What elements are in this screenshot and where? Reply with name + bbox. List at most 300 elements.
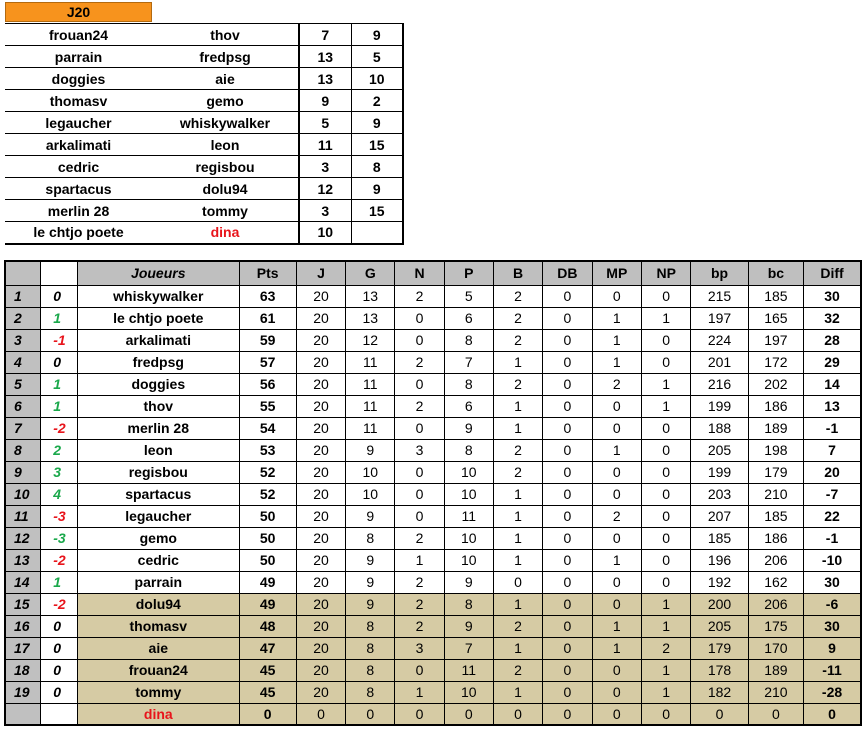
- row-wins: 11: [346, 417, 395, 439]
- row-bonus: 2: [493, 373, 542, 395]
- row-wins: 13: [346, 307, 395, 329]
- row-points: 52: [239, 461, 296, 483]
- row-bonus: 1: [493, 417, 542, 439]
- row-np: 0: [642, 571, 691, 593]
- row-draws: 2: [395, 593, 444, 615]
- row-diff: -1: [804, 527, 861, 549]
- row-rank: 13: [5, 549, 41, 571]
- row-np: 0: [642, 505, 691, 527]
- row-wins: 8: [346, 615, 395, 637]
- row-db: 0: [543, 417, 592, 439]
- row-wins: 11: [346, 395, 395, 417]
- row-bonus: 1: [493, 527, 542, 549]
- match-home-score: 11: [299, 134, 351, 156]
- row-draws: 0: [395, 505, 444, 527]
- standings-header-row: [5, 261, 861, 285]
- header-joueurs: Joueurs: [78, 261, 240, 285]
- row-db: 0: [543, 373, 592, 395]
- row-player-name: legaucher: [78, 505, 240, 527]
- row-losses: 10: [444, 527, 493, 549]
- match-away-player: dina: [152, 222, 299, 244]
- row-bp: 205: [691, 615, 748, 637]
- row-mp: 1: [592, 307, 641, 329]
- row-wins: 11: [346, 351, 395, 373]
- header-b: B: [493, 261, 542, 285]
- row-points: 45: [239, 681, 296, 703]
- match-away-player: fredpsg: [152, 46, 299, 68]
- row-db: 0: [543, 351, 592, 373]
- row-points: 53: [239, 439, 296, 461]
- row-movement: -3: [41, 505, 78, 527]
- row-player-name: dolu94: [78, 593, 240, 615]
- row-points: 63: [239, 285, 296, 307]
- row-db: 0: [543, 681, 592, 703]
- row-bc: 179: [748, 461, 803, 483]
- row-mp: 0: [592, 527, 641, 549]
- row-diff: -6: [804, 593, 861, 615]
- row-db: 0: [543, 395, 592, 417]
- row-bc: 197: [748, 329, 803, 351]
- row-played: 20: [296, 571, 345, 593]
- header-db: DB: [543, 261, 592, 285]
- row-bp: 197: [691, 307, 748, 329]
- row-player-name: spartacus: [78, 483, 240, 505]
- row-draws: 2: [395, 285, 444, 307]
- row-bonus: 2: [493, 329, 542, 351]
- match-away-score: 15: [351, 200, 403, 222]
- match-home-score: 5: [299, 112, 351, 134]
- row-db: 0: [543, 637, 592, 659]
- table-row: [5, 593, 861, 615]
- match-home-score: 13: [299, 46, 351, 68]
- row-wins: 10: [346, 461, 395, 483]
- row-played: 20: [296, 395, 345, 417]
- match-row: [5, 46, 403, 68]
- row-bc: 202: [748, 373, 803, 395]
- row-bp: 192: [691, 571, 748, 593]
- row-rank: 19: [5, 681, 41, 703]
- row-losses: 11: [444, 659, 493, 681]
- row-losses: 9: [444, 615, 493, 637]
- header-pts: Pts: [239, 261, 296, 285]
- row-played: 20: [296, 351, 345, 373]
- row-losses: 7: [444, 637, 493, 659]
- row-db: 0: [543, 483, 592, 505]
- row-np: 1: [642, 593, 691, 615]
- row-bonus: 1: [493, 483, 542, 505]
- row-points: 50: [239, 505, 296, 527]
- row-bc: 185: [748, 285, 803, 307]
- row-mp: 0: [592, 483, 641, 505]
- row-np: 0: [642, 527, 691, 549]
- row-bp: 0: [691, 703, 748, 725]
- row-player-name: cedric: [78, 549, 240, 571]
- match-away-player: tommy: [152, 200, 299, 222]
- row-draws: 2: [395, 571, 444, 593]
- row-mp: 0: [592, 285, 641, 307]
- row-player-name: frouan24: [78, 659, 240, 681]
- row-mp: 0: [592, 417, 641, 439]
- row-losses: 8: [444, 329, 493, 351]
- row-mp: 1: [592, 329, 641, 351]
- row-rank: 11: [5, 505, 41, 527]
- row-points: 47: [239, 637, 296, 659]
- row-movement: 2: [41, 439, 78, 461]
- row-rank: 8: [5, 439, 41, 461]
- row-played: 20: [296, 439, 345, 461]
- match-row: [5, 134, 403, 156]
- match-row: [5, 68, 403, 90]
- row-wins: 9: [346, 571, 395, 593]
- row-mp: 1: [592, 637, 641, 659]
- row-draws: 0: [395, 461, 444, 483]
- row-wins: 12: [346, 329, 395, 351]
- header-bc: bc: [748, 261, 803, 285]
- row-rank: 2: [5, 307, 41, 329]
- row-draws: 1: [395, 549, 444, 571]
- row-db: 0: [543, 549, 592, 571]
- match-away-score: 9: [351, 178, 403, 200]
- match-row: [5, 156, 403, 178]
- row-rank: 1: [5, 285, 41, 307]
- row-movement: [41, 703, 78, 725]
- row-draws: 3: [395, 439, 444, 461]
- row-bonus: 1: [493, 549, 542, 571]
- row-db: 0: [543, 593, 592, 615]
- row-bonus: 1: [493, 637, 542, 659]
- table-row: [5, 483, 861, 505]
- row-diff: -28: [804, 681, 861, 703]
- row-losses: 0: [444, 703, 493, 725]
- row-player-name: le chtjo poete: [78, 307, 240, 329]
- row-played: 20: [296, 549, 345, 571]
- row-bc: 170: [748, 637, 803, 659]
- match-away-score: 8: [351, 156, 403, 178]
- row-points: 50: [239, 549, 296, 571]
- match-home-player: doggies: [5, 68, 152, 90]
- table-row: [5, 329, 861, 351]
- row-draws: 0: [395, 307, 444, 329]
- row-mp: 2: [592, 505, 641, 527]
- row-bp: 179: [691, 637, 748, 659]
- row-mp: 0: [592, 659, 641, 681]
- row-movement: 1: [41, 373, 78, 395]
- row-db: 0: [543, 439, 592, 461]
- row-points: 0: [239, 703, 296, 725]
- row-losses: 10: [444, 483, 493, 505]
- row-diff: 14: [804, 373, 861, 395]
- row-diff: 9: [804, 637, 861, 659]
- row-rank: 10: [5, 483, 41, 505]
- header-move: [41, 261, 78, 285]
- row-np: 1: [642, 395, 691, 417]
- row-bp: 215: [691, 285, 748, 307]
- row-draws: 0: [395, 417, 444, 439]
- row-bc: 162: [748, 571, 803, 593]
- table-row: [5, 373, 861, 395]
- row-draws: 0: [395, 659, 444, 681]
- match-row: [5, 112, 403, 134]
- row-bc: 165: [748, 307, 803, 329]
- row-player-name: doggies: [78, 373, 240, 395]
- row-bp: 224: [691, 329, 748, 351]
- row-wins: 9: [346, 505, 395, 527]
- row-played: 20: [296, 373, 345, 395]
- match-away-score: 5: [351, 46, 403, 68]
- row-draws: 1: [395, 681, 444, 703]
- match-away-player: gemo: [152, 90, 299, 112]
- match-away-player: aie: [152, 68, 299, 90]
- row-points: 49: [239, 571, 296, 593]
- row-bonus: 2: [493, 615, 542, 637]
- match-home-player: cedric: [5, 156, 152, 178]
- table-row: [5, 461, 861, 483]
- match-home-score: 7: [299, 24, 351, 46]
- row-movement: 0: [41, 681, 78, 703]
- table-row: [5, 351, 861, 373]
- row-points: 45: [239, 659, 296, 681]
- row-player-name: aie: [78, 637, 240, 659]
- table-row: [5, 637, 861, 659]
- table-row: [5, 615, 861, 637]
- row-np: 0: [642, 285, 691, 307]
- row-bc: 198: [748, 439, 803, 461]
- row-diff: 13: [804, 395, 861, 417]
- row-draws: 0: [395, 483, 444, 505]
- row-movement: -2: [41, 549, 78, 571]
- row-bp: 205: [691, 439, 748, 461]
- row-movement: -1: [41, 329, 78, 351]
- row-bonus: 2: [493, 461, 542, 483]
- row-played: 20: [296, 505, 345, 527]
- row-bp: 178: [691, 659, 748, 681]
- table-row: [5, 571, 861, 593]
- match-away-score: [351, 222, 403, 244]
- row-rank: 18: [5, 659, 41, 681]
- row-losses: 6: [444, 395, 493, 417]
- header-g: G: [346, 261, 395, 285]
- row-points: 50: [239, 527, 296, 549]
- match-home-player: frouan24: [5, 24, 152, 46]
- match-away-score: 10: [351, 68, 403, 90]
- row-db: 0: [543, 659, 592, 681]
- row-losses: 8: [444, 593, 493, 615]
- row-db: 0: [543, 329, 592, 351]
- row-losses: 10: [444, 461, 493, 483]
- row-movement: 0: [41, 615, 78, 637]
- row-rank: 9: [5, 461, 41, 483]
- row-bp: 196: [691, 549, 748, 571]
- row-mp: 0: [592, 461, 641, 483]
- match-row: [5, 178, 403, 200]
- row-diff: -10: [804, 549, 861, 571]
- match-home-score: 9: [299, 90, 351, 112]
- row-rank: 7: [5, 417, 41, 439]
- match-away-player: whiskywalker: [152, 112, 299, 134]
- row-played: 20: [296, 593, 345, 615]
- row-bonus: 2: [493, 439, 542, 461]
- row-bc: 206: [748, 593, 803, 615]
- row-losses: 7: [444, 351, 493, 373]
- row-draws: 3: [395, 637, 444, 659]
- match-away-score: 15: [351, 134, 403, 156]
- row-bp: 201: [691, 351, 748, 373]
- match-away-score: 9: [351, 24, 403, 46]
- row-diff: 30: [804, 571, 861, 593]
- row-rank: 6: [5, 395, 41, 417]
- row-played: 20: [296, 681, 345, 703]
- row-db: 0: [543, 307, 592, 329]
- row-np: 2: [642, 637, 691, 659]
- row-bp: 207: [691, 505, 748, 527]
- row-diff: 20: [804, 461, 861, 483]
- table-row: [5, 285, 861, 307]
- match-home-player: spartacus: [5, 178, 152, 200]
- row-player-name: tommy: [78, 681, 240, 703]
- row-player-name: merlin 28: [78, 417, 240, 439]
- match-away-player: thov: [152, 24, 299, 46]
- row-movement: 0: [41, 659, 78, 681]
- row-bonus: 2: [493, 659, 542, 681]
- row-player-name: regisbou: [78, 461, 240, 483]
- row-bonus: 1: [493, 593, 542, 615]
- row-wins: 10: [346, 483, 395, 505]
- table-row: [5, 681, 861, 703]
- match-home-score: 12: [299, 178, 351, 200]
- row-losses: 10: [444, 681, 493, 703]
- match-row: [5, 200, 403, 222]
- row-bp: 182: [691, 681, 748, 703]
- row-points: 48: [239, 615, 296, 637]
- row-mp: 1: [592, 439, 641, 461]
- row-bonus: 1: [493, 681, 542, 703]
- row-draws: 2: [395, 395, 444, 417]
- row-bonus: 0: [493, 571, 542, 593]
- match-row: [5, 24, 403, 46]
- row-db: 0: [543, 505, 592, 527]
- header-n: N: [395, 261, 444, 285]
- row-player-name: arkalimati: [78, 329, 240, 351]
- row-losses: 8: [444, 439, 493, 461]
- row-losses: 10: [444, 549, 493, 571]
- row-losses: 9: [444, 417, 493, 439]
- row-movement: 4: [41, 483, 78, 505]
- header-np: NP: [642, 261, 691, 285]
- row-points: 54: [239, 417, 296, 439]
- header-mp: MP: [592, 261, 641, 285]
- row-movement: 1: [41, 571, 78, 593]
- row-played: 0: [296, 703, 345, 725]
- table-row: [5, 659, 861, 681]
- row-db: 0: [543, 461, 592, 483]
- row-bonus: 1: [493, 395, 542, 417]
- row-player-name: fredpsg: [78, 351, 240, 373]
- match-away-player: leon: [152, 134, 299, 156]
- row-points: 49: [239, 593, 296, 615]
- row-np: 0: [642, 417, 691, 439]
- row-player-name: gemo: [78, 527, 240, 549]
- row-bonus: 1: [493, 351, 542, 373]
- row-bp: 200: [691, 593, 748, 615]
- row-bp: 199: [691, 461, 748, 483]
- row-wins: 0: [346, 703, 395, 725]
- row-mp: 1: [592, 549, 641, 571]
- row-wins: 8: [346, 681, 395, 703]
- row-np: 1: [642, 681, 691, 703]
- row-bc: 186: [748, 395, 803, 417]
- row-bonus: 1: [493, 505, 542, 527]
- row-draws: 0: [395, 329, 444, 351]
- row-played: 20: [296, 615, 345, 637]
- row-losses: 9: [444, 571, 493, 593]
- row-db: 0: [543, 571, 592, 593]
- row-played: 20: [296, 637, 345, 659]
- row-movement: -2: [41, 593, 78, 615]
- row-np: 1: [642, 307, 691, 329]
- match-home-player: le chtjo poete: [5, 222, 152, 244]
- row-mp: 0: [592, 681, 641, 703]
- row-bp: 203: [691, 483, 748, 505]
- row-bonus: 2: [493, 285, 542, 307]
- row-mp: 0: [592, 395, 641, 417]
- row-bc: 210: [748, 681, 803, 703]
- row-bonus: 2: [493, 307, 542, 329]
- row-movement: 0: [41, 351, 78, 373]
- round-label: J20: [5, 2, 152, 22]
- row-draws: 2: [395, 615, 444, 637]
- row-player-name: thov: [78, 395, 240, 417]
- row-bc: 186: [748, 527, 803, 549]
- row-rank: 12: [5, 527, 41, 549]
- row-np: 1: [642, 659, 691, 681]
- match-home-player: merlin 28: [5, 200, 152, 222]
- row-movement: 3: [41, 461, 78, 483]
- row-played: 20: [296, 461, 345, 483]
- row-wins: 8: [346, 527, 395, 549]
- row-db: 0: [543, 703, 592, 725]
- row-diff: -11: [804, 659, 861, 681]
- table-row: [5, 527, 861, 549]
- row-np: 0: [642, 329, 691, 351]
- row-movement: 0: [41, 285, 78, 307]
- table-row: [5, 703, 861, 725]
- row-draws: 0: [395, 703, 444, 725]
- match-home-score: 3: [299, 200, 351, 222]
- row-player-name: leon: [78, 439, 240, 461]
- row-bc: 206: [748, 549, 803, 571]
- row-wins: 8: [346, 637, 395, 659]
- row-played: 20: [296, 483, 345, 505]
- row-points: 52: [239, 483, 296, 505]
- row-rank: 17: [5, 637, 41, 659]
- row-draws: 2: [395, 351, 444, 373]
- table-row: [5, 395, 861, 417]
- row-diff: 0: [804, 703, 861, 725]
- row-diff: 7: [804, 439, 861, 461]
- row-wins: 9: [346, 593, 395, 615]
- header-rank: [5, 261, 41, 285]
- match-away-score: 9: [351, 112, 403, 134]
- row-movement: 1: [41, 395, 78, 417]
- row-mp: 1: [592, 351, 641, 373]
- match-home-player: legaucher: [5, 112, 152, 134]
- match-home-player: parrain: [5, 46, 152, 68]
- row-diff: 22: [804, 505, 861, 527]
- row-points: 57: [239, 351, 296, 373]
- row-db: 0: [543, 527, 592, 549]
- row-wins: 8: [346, 659, 395, 681]
- row-diff: 32: [804, 307, 861, 329]
